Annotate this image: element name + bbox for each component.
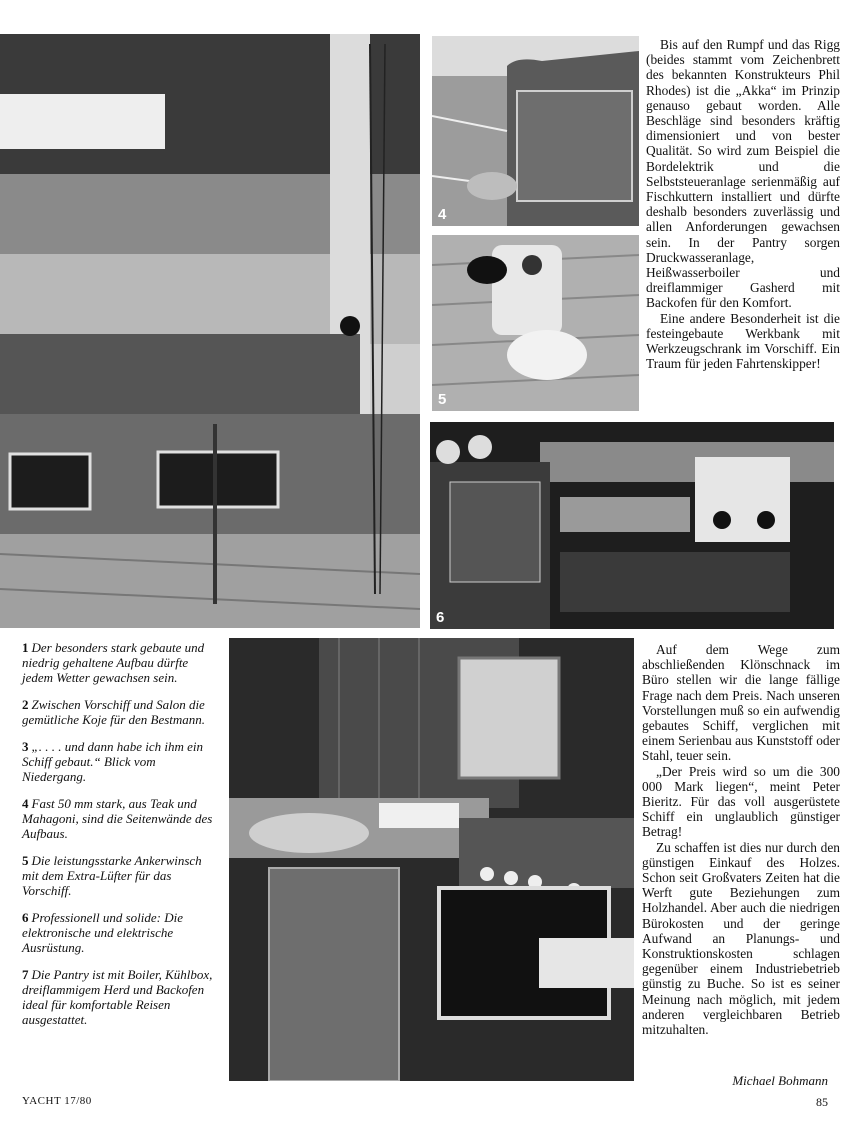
photo-galley xyxy=(229,638,634,1081)
caption-3 xyxy=(22,739,220,784)
caption-number: 7 xyxy=(22,967,29,982)
caption-number: 2 xyxy=(22,697,29,712)
photo-number-label: 4 xyxy=(438,206,447,223)
caption-number: 1 xyxy=(22,640,29,655)
photo-electronics xyxy=(430,422,834,629)
caption-text: Professionell und solide: Die elektronische und elektrische Ausrüstung. xyxy=(22,910,184,955)
caption-text: Der besonders stark gebaute und niedrig gehaltene Aufbau dürfte jedem Wetter gewachsen sein. xyxy=(22,640,205,685)
caption-number: 5 xyxy=(22,853,29,868)
photo-deck-mast-image xyxy=(0,34,420,628)
caption-4 xyxy=(22,796,220,841)
caption-2 xyxy=(22,697,220,727)
photo-electronics-image xyxy=(430,422,834,629)
caption-text: „. . . . und dann habe ich ihm ein Schiff gebaut.“ Blick vom Niedergang. xyxy=(22,739,204,784)
caption-text: Zwischen Vorschiff und Salon die gemütliche Koje für den Bestmann. xyxy=(22,697,206,727)
caption-5 xyxy=(22,853,220,898)
photo-captions xyxy=(22,640,220,1039)
photo-number-label: 5 xyxy=(438,391,447,408)
photo-number-label: 6 xyxy=(436,609,445,626)
caption-text: Die leistungsstarke Ankerwinsch mit dem Extra-Lüfter für das Vorschiff. xyxy=(22,853,202,898)
article-column-bottom xyxy=(642,642,840,1037)
caption-1 xyxy=(22,640,220,685)
photo-cabin-side-image xyxy=(432,36,639,226)
caption-6 xyxy=(22,910,220,955)
photo-anchor-winch xyxy=(432,235,639,411)
article-paragraph: Zu schaffen ist dies nur durch den günstigen Einkauf des Holzes. Schon seit Großvaters Zeiten hat die Werft gute Beziehungen zum Holzhandel. Aber auch die niedrigen Bürokosten und der geringe Aufwand an Planungs- und Konstruktionskosten schlagen gegenüber einem Industriebetrieb günstig zu Buche. So ist es seiner Meinung nach möglich, mit jedem anderen vergleichbaren Betrieb mitzuhalten. xyxy=(642,839,840,1038)
caption-number: 3 xyxy=(22,739,29,754)
caption-text: Fast 50 mm stark, aus Teak und Mahagoni, sind die Seitenwände des Aufbaus. xyxy=(22,796,213,841)
author-byline: Michael Bohmann xyxy=(732,1073,828,1088)
photo-galley-image xyxy=(229,638,634,1081)
caption-7 xyxy=(22,967,220,1027)
photo-anchor-winch-image xyxy=(432,235,639,411)
article-paragraph: Bis auf den Rumpf und das Rigg (beides stammt vom Zeichenbrett des bekannten Konstrukteurs Phil Rhodes) ist die „Akka“ im Prinzip genauso gebaut worden. Alle Beschläge sind besonders kräftig dimensioniert und von bester Qualität. So wird zum Beispiel die Bordelektrik und die Selbststeueranlage serienmäßig auf Fischkuttern installiert und dürfte deshalb besonders zuverlässig und allen Anforderungen gewachsen sein. In der Pantry sorgen Druckwasseranlage, Heißwasserboiler und dreiflammiger Gasherd mit Backofen für den Komfort. xyxy=(646,37,840,311)
photo-cabin-side xyxy=(432,36,639,226)
article-paragraph: Eine andere Besonderheit ist die festeingebaute Werkbank mit Werkzeugschrank im Vorschiff. Ein Traum für jeden Fahrtenskipper! xyxy=(646,310,840,372)
page-number: 85 xyxy=(816,1095,828,1109)
caption-number: 4 xyxy=(22,796,29,811)
article-column-top xyxy=(646,37,840,371)
article-paragraph: Auf dem Wege zum abschließenden Klönschnack im Büro stellen wir die lange fällige Frage nach dem Preis. Nach unseren Vorstellungen muß so ein aufwendig gebautes Schiff, verglichen mit einem Serienbau aus Kunststoff oder Stahl, teuer sein. xyxy=(642,642,840,764)
caption-text: Die Pantry ist mit Boiler, Kühlbox, dreiflammigem Herd und Backofen ideal für komfortable Reisen ausgestattet. xyxy=(22,967,213,1027)
article-paragraph: „Der Preis wird so um die 300 000 Mark liegen“, meint Peter Bieritz. Für das voll ausgerüstete Schiff ein unglaublich günstiger Betrag! xyxy=(642,763,840,840)
caption-number: 6 xyxy=(22,910,29,925)
photo-deck-mast xyxy=(0,34,420,628)
magazine-issue-footer: YACHT 17/80 xyxy=(22,1095,92,1107)
